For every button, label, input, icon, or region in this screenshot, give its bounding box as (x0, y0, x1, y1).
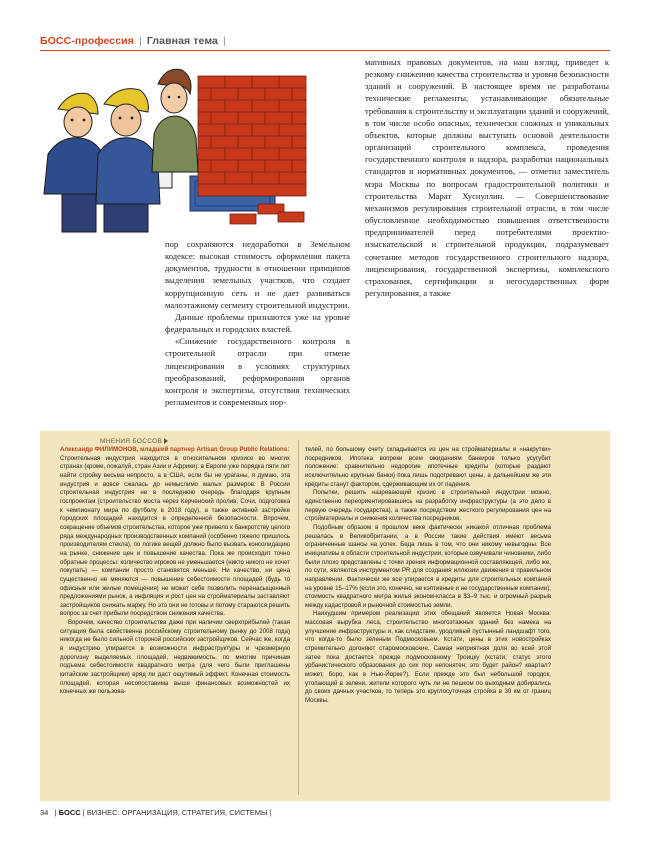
article-column-left (165, 238, 350, 408)
footer-magazine: БОСС (58, 808, 81, 817)
article-paragraph: мативных правовых документов, на наш взгляд, приведет к резкому снижению качества строительства и уровня безопасности зданий и сооружений. В настоящее время не разработаны технические регламенты, устанавливающие обязательные требования к строительству и эксплуатации зданий и сооружений, в том числе особо опасных, технически сложных и уникальных объектов, которые должны выступать основой деятельности организаций строительного комплекса, проведения государственного контроля и надзора, разработки национальных стандартов и нормативных документов, — отметил заместитель мэра Москвы по вопросам градостроительной политики и строительства Марат Хуснуллин. — Совершенствование механизмов регулирования строительной отрасли, в том числе обусловленное необходимостью повышения ответственности предпринимателей перед потребителями проектно-изыскательской и строительной продукции, подразумевает сочетание методов государственного строительного надзора, лицензирования, государственной экспертизы, комплексного страхования, сертификации и негосударственных форм регулирования, а также (365, 57, 609, 298)
page-footer: 34 | БОСС | БИЗНЕС: ОРГАНИЗАЦИЯ, СТРАТЕГИЯ, СИСТЕМЫ | (40, 808, 272, 817)
opinions-label: МНЕНИЯ БОССОВ (100, 438, 168, 445)
opinion-paragraph: телей, по большому счету складывается из цен на стройматериалы и «накрутки» посредников. Ипотека вопреки всем ожиданиям банкиров только усугубит положение: сравнительно недорогие ипотечные кредиты (которые раздают исключительно крупные банки) пока лишь подогревают цены, а дальнейшем же эти кредиты станут фактором, сдерживающим их от падения. (305, 446, 551, 488)
running-header (40, 35, 228, 47)
brick-wall (198, 76, 306, 196)
opinions-column-left (60, 446, 290, 697)
column-divider (298, 440, 299, 795)
header-section: Главная тема (146, 35, 218, 47)
header-brand: БОСС-профессия (40, 35, 134, 47)
opinion-paragraph: Попытки, решить назревающий кризис в строительной индустрии можно, единственно переориентировавшись на разработку инфраструктуры (а это дело в первую очередь государства), а также посредством жесткого регулирования цен на стройматериалы и снижения количества посредников. (305, 489, 551, 523)
opinion-paragraph: Строительная индустрия находится в относительном кризисе во многих странах (кроме, пожалуй, стран Азии и Африки): в Европе уже порядка пяти лет найти стройку весьма непросто, а в США, если бы не ураганы, я думаю, эта индустрия и вовсе сжалась до немыслимо малых размеров. В России строительная индустрия не в последнюю очередь благодаря крупным госпроектам (строительство моста через Керченский пролив, Сочи, подготовка к чемпионату мира по футболу в 2018 году), а также активной застройке городских площадей находится в определенной безопасности. Впрочем, сокращение объемов строительства, которое уже привело к банкротству целого ряда международных производственных компаний (особенно тяжело пришлось производителям стекла), по логике вещей должно было вызвать консолидацию на рынке, снижение цен и повышение качества. Пока же происходит точно обратные процессы: количество игроков не уменьшается (никто никого не хочет покупать) — компании просто становятся меньше. Ни качество, ни цена существенно не меняются — повышение себестоимости площадей (будь то офисные или жилые помещения) не может себе позволить перенасыщенный предложениями рынок, а инфляция и рост цен на стройматериалы заставляют застройщиков снижать маржу. Но это они не готовы и потому стараются решить вопрос за счет прибыли посредством снижения качества. (60, 454, 290, 618)
opinion-author: Александр ФИЛИМОНОВ, младший партнер Artisan Group Public Relations: (60, 446, 290, 453)
header-rule (40, 50, 610, 51)
opinion-paragraph: Впрочем, качество строительства даже при наличии сверхприбылей (такая ситуация была свойственна российскому строительному рынку до 2008 года) никогда не было сильной стороной российских застройщиков. Сейчас же, когда в индустрию упирается в возможности инфраструктуры и чрезмерную дорогизну выделяемых площадей, недвижимость, по многим причинам подъема себестоимости квадратного метра (для чего были приглашены китайские застройщики) вряд ли даст ощутимый эффект. Конечная стоимость площадей, которая несопоставима выше финансовых возможностей их конечных же пользова- (60, 619, 290, 696)
opinions-column-right (305, 446, 551, 706)
article-paragraph: «Снижение государственного контроля в строительной отрасли при отмене лицензирования в условиях структурных преобразований, реформирования органов контроля и экспертизы, отсутствия технических регламентов и современных нор- (165, 336, 350, 408)
triangle-right-icon (164, 438, 168, 444)
article-paragraph: пор сохраняются недоработки в Земельном кодексе: высокая стоимость оформления пакета документов, трудности в отношении принципов выделения земельных участков, что создает коррупционную сеть и не дает развиваться малоэтажному сегменту строительной индустрии. (165, 239, 350, 310)
page-number: 34 (40, 808, 49, 817)
header-trail: | (223, 35, 226, 47)
construction-workers-illustration (40, 54, 308, 234)
opinion-paragraph: Подобным образом в прошлом веке фактически никакой отличная проблема решалась в Великобритании, а в России такие действия имеют весьма ограниченные шансы на успех. Беда лишь в том, что они никому невыгодны. Все инициативы в области строительной индустрии, которые озвучивали чиновники, либо были плохо представлены с точки зрения информационной составляющей, либо же, по сути, являются инструментом PR для создания иллюзии движения в правильном направлении. Фактически же все упирается в кредиты для строительных компаний на уровне 15–17% (если это, конечно, не кэптивные и не государственные компании), стоимость квадратного метра жилья эконом-класса в $3–9 тыс. и огромный разрыв между кадастровой и рыночной стоимостью земли. (305, 523, 551, 609)
opinion-paragraph: Наихудшим примером реализации этих обещаний является Новая Москва: массовая вырубка леса, строительство многоэтажных зданий без намека на улучшение инфраструктуры и, как следствие, уродливый пустынный ландшафт того, что когда-то было зеленым Подмосковьем. Кстати, цены в этих новостройках стремительно догоняют старомосковские. Самая неприятная доля во всей этой затее пока достается прежде подмосковному Троицку (кстати, статус этого урбанистического образования до сих пор непонятен: это будет район? квартал? может, боро, как в Нью-Йорке?). Если прежде это был небольшой городок, утопающий в зелени, жители которого чуть ли не пешком по выходным добирались до своих дачных участков, то теперь это круглосуточная стройка в 30 км от границ Москвы. (305, 610, 551, 705)
footer-text: | БИЗНЕС: ОРГАНИЗАЦИЯ, СТРАТЕГИЯ, СИСТЕМЫ | (82, 808, 272, 817)
header-separator: | (139, 35, 142, 47)
article-column-right (365, 56, 609, 299)
article-paragraph: Данные проблемы признаются уже на уровне федеральных и городских властей. (165, 311, 350, 335)
